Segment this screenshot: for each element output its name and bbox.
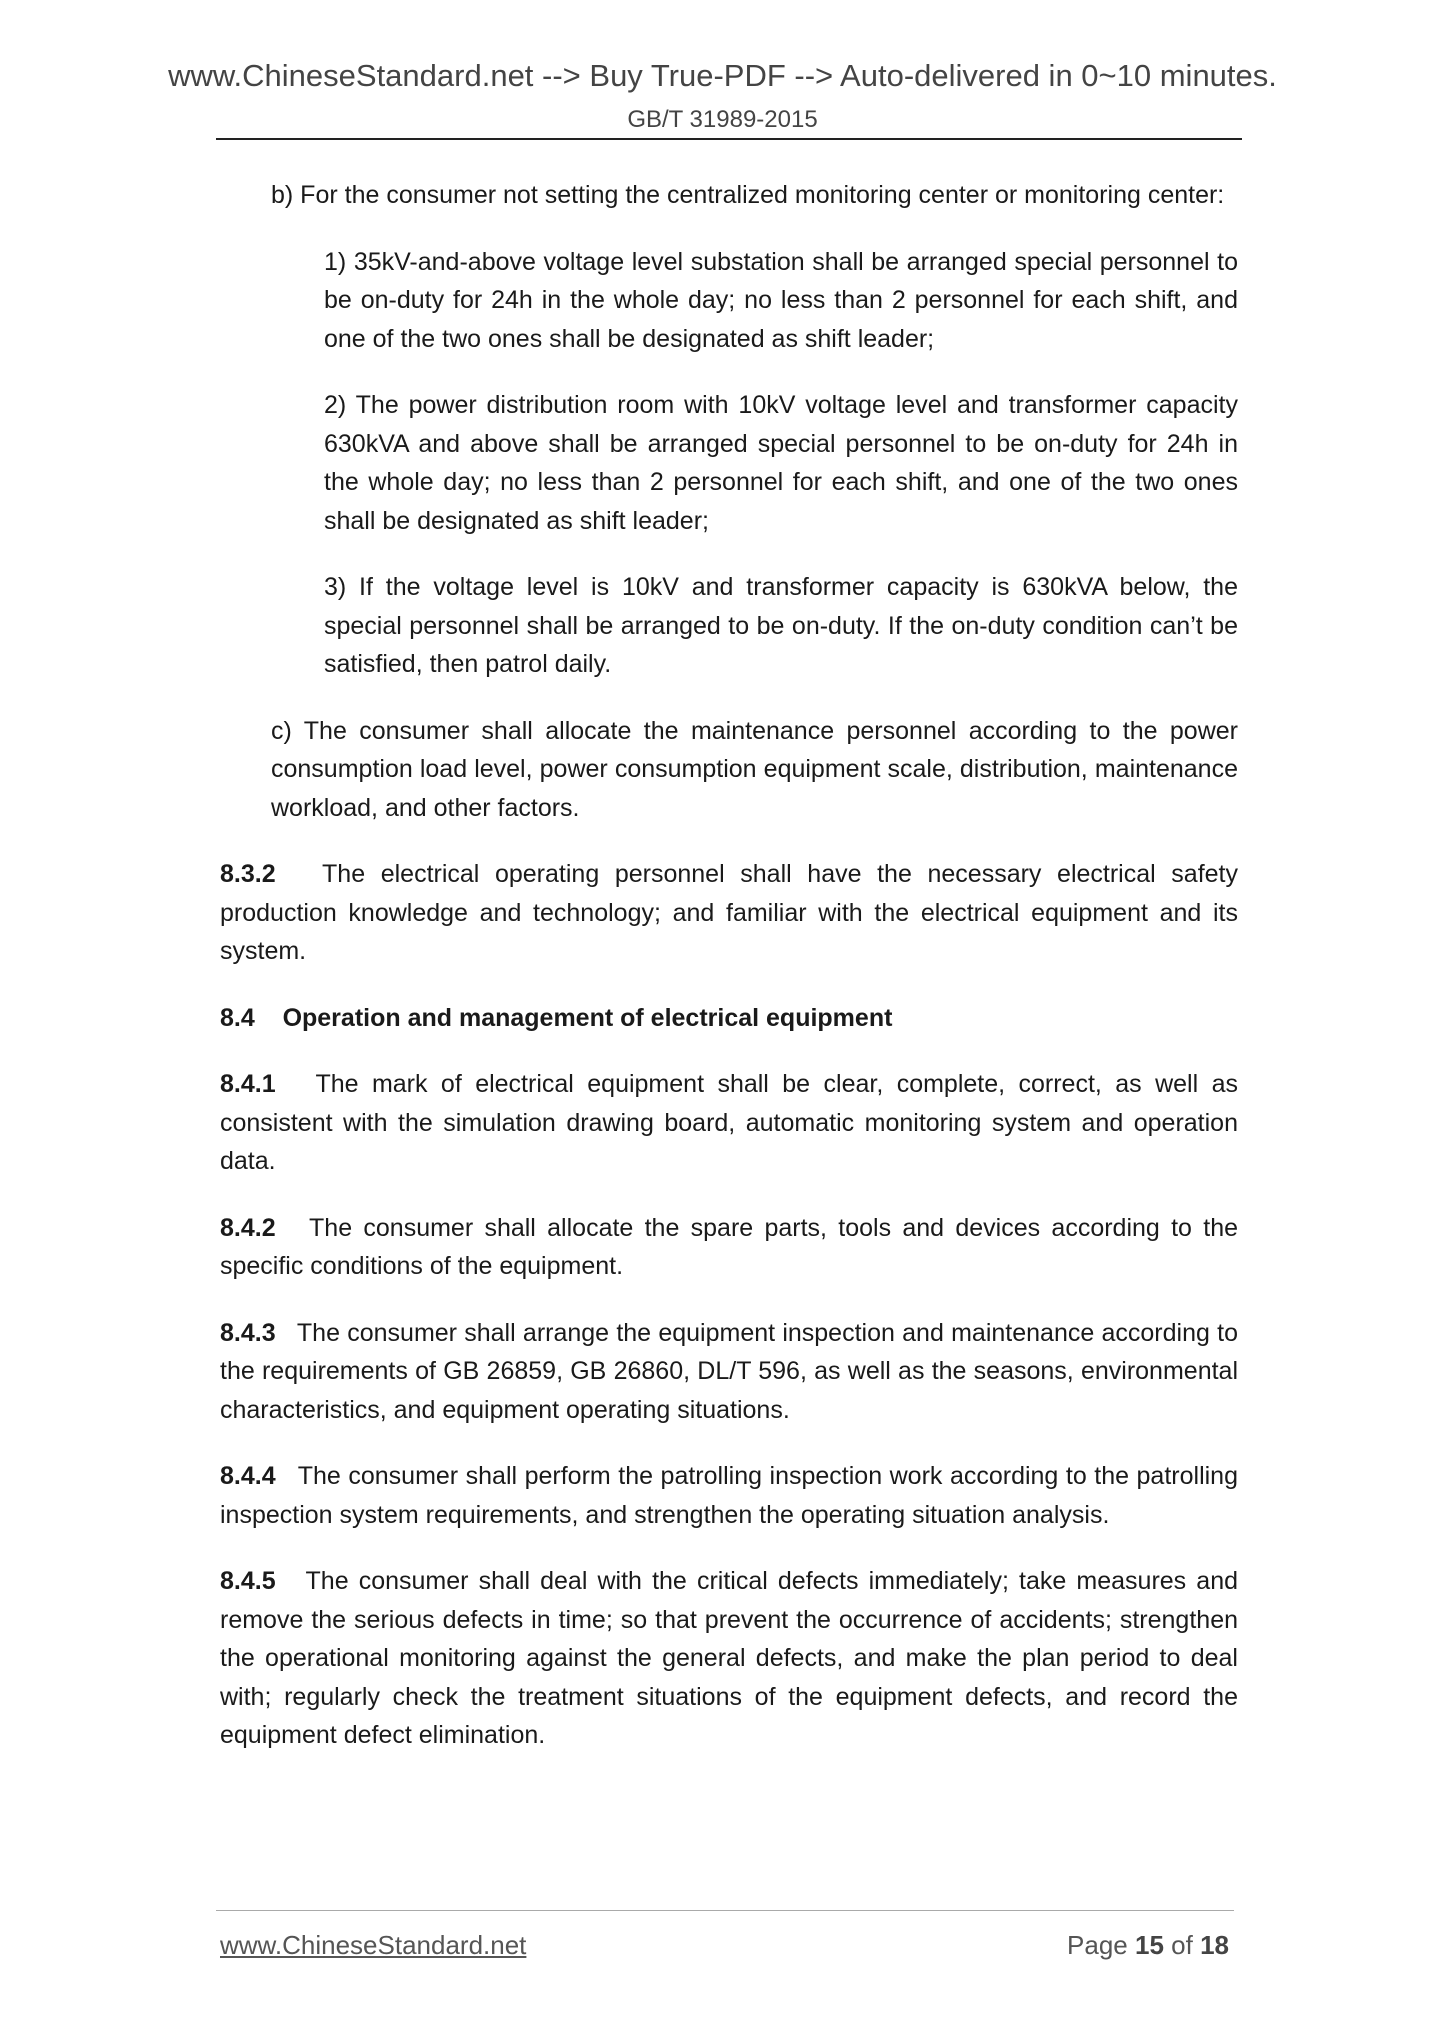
- page-current: 15: [1135, 1930, 1164, 1960]
- footer-site-link[interactable]: www.ChineseStandard.net: [220, 1930, 527, 1960]
- clause-text: The consumer shall perform the patrolling inspection work according to the patrolling inspection system requirements, and strengthen the operating situation analysis.: [220, 1462, 1238, 1529]
- clause-text: The consumer shall arrange the equipment inspection and maintenance according to the requirements of GB 26859, GB 26860, DL/T 596, as well as the seasons, environmental characteristics, and equipment operating situations.: [220, 1318, 1238, 1424]
- clause-8-4-5: [220, 1562, 1238, 1755]
- clause-number: 8.4.1: [220, 1070, 276, 1098]
- page-of: of: [1171, 1930, 1193, 1960]
- section-number: 8.4: [220, 1003, 255, 1032]
- list-item-b-3: 3) If the voltage level is 10kV and transformer capacity is 630kVA below, the special personnel shall be arranged to be on-duty. If the on-duty condition can’t be satisfied, then patrol daily.: [324, 573, 1238, 678]
- document-body: [220, 176, 1238, 1755]
- list-item-b-1: 1) 35kV-and-above voltage level substation shall be arranged special personnel to be on-duty for 24h in the whole day; no less than 2 personnel for each shift, and one of the two ones shall be designated as shift leader;: [324, 247, 1238, 353]
- clause-text: The electrical operating personnel shall have the necessary electrical safety production knowledge and technology; and familiar with the electrical equipment and its system.: [220, 860, 1239, 965]
- list-item-b: b) For the consumer not setting the centralized monitoring center or monitoring center:: [271, 181, 1225, 209]
- page-indicator: [1067, 1930, 1229, 1961]
- clause-number: 8.4.4: [220, 1462, 276, 1490]
- clause-number: 8.4.3: [220, 1318, 276, 1347]
- footer-divider: [216, 1910, 1234, 1911]
- clause-number: 8.4.2: [220, 1213, 276, 1242]
- clause-8-3-2: [220, 855, 1238, 971]
- clause-8-4-1: [220, 1065, 1238, 1181]
- clause-8-4-3: [220, 1314, 1238, 1430]
- clause-8-4-2: [220, 1209, 1238, 1286]
- section-title: Operation and management of electrical equipment: [282, 1003, 893, 1032]
- clause-text: The mark of electrical equipment shall be clear, complete, correct, as well as consistent with the simulation drawing board, automatic monitoring system and operation data.: [220, 1070, 1238, 1175]
- clause-number: 8.4.5: [220, 1567, 276, 1595]
- clause-8-4-4: [220, 1457, 1238, 1534]
- page-label: Page: [1067, 1930, 1128, 1960]
- page-total: 18: [1200, 1930, 1229, 1960]
- list-item-c: c) The consumer shall allocate the maintenance personnel according to the power consumption load level, power consumption equipment scale, distribution, maintenance workload, and other factors.: [271, 716, 1238, 822]
- clause-number: 8.3.2: [220, 860, 276, 888]
- clause-text: The consumer shall deal with the critical defects immediately; take measures and remove the serious defects in time; so that prevent the occurrence of accidents; strengthen the operational monitoring against the general defects, and make the plan period to deal with; regularly check the treatment situations of the equipment defects, and record the equipment defect elimination.: [220, 1567, 1239, 1749]
- standard-number: GB/T 31989-2015: [627, 106, 818, 133]
- header-divider: [216, 138, 1242, 140]
- site-banner: www.ChineseStandard.net --> Buy True-PDF --> Auto-delivered in 0~10 minutes.: [168, 58, 1277, 93]
- section-heading-8-4: [220, 999, 1238, 1038]
- list-item-b-2: 2) The power distribution room with 10kV voltage level and transformer capacity 630kVA and above shall be arranged special personnel to be on-duty for 24h in the whole day; no less than 2 personnel for each shift, and one of the two ones shall be designated as shift leader;: [324, 391, 1238, 535]
- clause-text: The consumer shall allocate the spare parts, tools and devices according to the specific conditions of the equipment.: [220, 1213, 1238, 1280]
